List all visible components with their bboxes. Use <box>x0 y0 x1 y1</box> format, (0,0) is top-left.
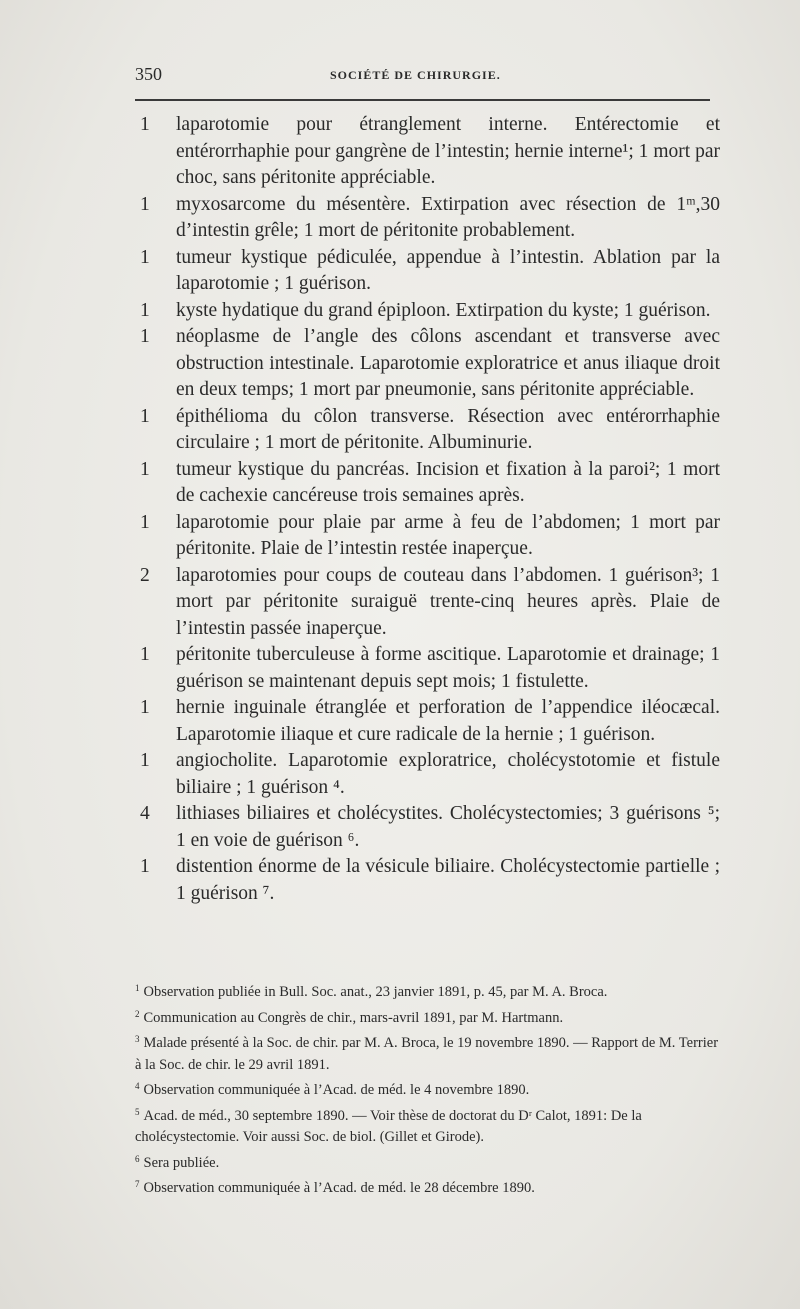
footnote-text: Observation publiée in Bull. Soc. anat., 23 janvier 1891, p. 45, par M. A. Broca. <box>143 984 608 1000</box>
footnote <box>135 1149 720 1175</box>
case-text: épithélioma du côlon transverse. Résection avec entérorrhaphie circulaire ; 1 mort de péritonite. Albuminurie. <box>176 405 720 453</box>
case-text: tumeur kystique pédiculée, appendue à l’intestin. Ablation par la laparotomie ; 1 guérison. <box>176 246 720 294</box>
case-count: 1 <box>140 750 150 771</box>
footnote-text: Malade présenté à la Soc. de chir. par M. A. Broca, le 19 novembre 1890. — Rapport de M. Terrier à la Soc. de chir. le 29 avril 1891. <box>135 1035 719 1073</box>
case-count: 1 <box>140 856 150 877</box>
case-text: kyste hydatique du grand épiploon. Extirpation du kyste; 1 guérison. <box>176 299 711 321</box>
case-entry <box>135 324 720 404</box>
footnote <box>135 978 720 1004</box>
page-header <box>135 64 710 94</box>
case-text: tumeur kystique du pancréas. Incision et fixation à la paroi²; 1 mort de cachexie cancéreuse trois semaines après. <box>176 458 720 506</box>
footnote-text: Acad. de méd., 30 septembre 1890. — Voir thèse de doctorat du Dʳ Calot, 1891: De la cholécystectomie. Voir aussi Soc. de biol. (Gillet et Girode). <box>135 1107 642 1145</box>
footnote <box>135 1174 720 1200</box>
header-rule <box>135 99 710 101</box>
case-list <box>135 112 720 907</box>
case-text: laparotomie pour plaie par arme à feu de l’abdomen; 1 mort par péritonite. Plaie de l’intestin restée inaperçue. <box>176 511 720 559</box>
footnote-text: Observation communiquée à l’Acad. de méd. le 28 décembre 1890. <box>143 1180 535 1196</box>
footnote-mark: 4 <box>135 1081 140 1091</box>
case-count: 1 <box>140 458 150 480</box>
case-text: laparotomie pour étranglement interne. Entérectomie et entérorrhaphie pour gangrène de l’intestin; hernie interne¹; 1 mort par choc, sans péritonite appréciable. <box>176 114 720 188</box>
footnote-mark: 5 <box>135 1106 140 1117</box>
footnote-mark: 3 <box>135 1034 140 1044</box>
footnote-text: Sera publiée. <box>143 1154 220 1171</box>
case-text: distention énorme de la vésicule biliaire. Cholécystectomie partielle ; 1 guérison ⁷. <box>176 856 720 904</box>
case-entry <box>135 404 720 457</box>
footnote-mark: 1 <box>135 983 140 993</box>
case-count: 1 <box>140 697 150 718</box>
footnote-mark: 7 <box>135 1179 140 1189</box>
case-entry <box>135 748 720 801</box>
case-text: lithiases biliaires et cholécystites. Cholécystectomies; 3 guérisons ⁵; 1 en voie de guérison ⁶. <box>176 803 720 851</box>
case-entry <box>135 801 720 854</box>
case-count: 4 <box>140 803 150 824</box>
footnote-text: Observation communiquée à l’Acad. de méd. le 4 novembre 1890. <box>143 1082 530 1098</box>
footnote <box>135 1029 720 1076</box>
running-head: SOCIÉTÉ DE CHIRURGIE. <box>330 68 501 82</box>
case-entry <box>135 298 720 325</box>
case-count: 1 <box>140 246 150 268</box>
footnote-mark: 2 <box>135 1008 140 1019</box>
footnote-mark: 6 <box>135 1153 140 1164</box>
case-count: 2 <box>140 564 150 586</box>
case-count: 1 <box>140 299 150 321</box>
page-number: 350 <box>135 64 162 84</box>
case-count: 1 <box>140 326 150 347</box>
case-entry <box>135 112 720 192</box>
footnote <box>135 1076 720 1102</box>
case-entry <box>135 854 720 907</box>
footnote-text: Communication au Congrès de chir., mars-avril 1891, par M. Hartmann. <box>143 1009 564 1026</box>
case-count: 1 <box>140 193 150 215</box>
case-text: laparotomies pour coups de couteau dans l’abdomen. 1 guérison³; 1 mort par péritonite suraiguë trente-cinq heures après. Plaie de l’intestin passée inaperçue. <box>176 564 720 639</box>
case-count: 1 <box>140 644 150 665</box>
case-count: 1 <box>140 114 150 135</box>
case-entry <box>135 695 720 748</box>
case-count: 1 <box>140 511 150 533</box>
case-text: péritonite tuberculeuse à forme ascitique. Laparotomie et drainage; 1 guérison se maintenant depuis sept mois; 1 fistulette. <box>176 644 720 692</box>
case-count: 1 <box>140 405 150 427</box>
case-text: myxosarcome du mésentère. Extirpation avec résection de 1ᵐ,30 d’intestin grêle; 1 mort de péritonite probablement. <box>176 193 720 241</box>
case-entry <box>135 457 720 510</box>
case-entry <box>135 642 720 695</box>
case-entry <box>135 245 720 298</box>
case-text: néoplasme de l’angle des côlons ascendant et transverse avec obstruction intestinale. Laparotomie exploratrice et anus iliaque droit en deux temps; 1 mort par pneumonie, sans péritonite appréciable. <box>176 326 720 400</box>
footnote <box>135 1004 720 1030</box>
case-text: angiocholite. Laparotomie exploratrice, cholécystotomie et fistule biliaire ; 1 guérison ⁴. <box>176 750 720 798</box>
case-entry <box>135 510 720 563</box>
footnotes <box>135 978 720 1200</box>
footnote <box>135 1102 720 1149</box>
case-text: hernie inguinale étranglée et perforation de l’appendice iléocæcal. Laparotomie iliaque et cure radicale de la hernie ; 1 guérison. <box>176 697 720 745</box>
case-entry <box>135 192 720 245</box>
case-entry <box>135 563 720 643</box>
